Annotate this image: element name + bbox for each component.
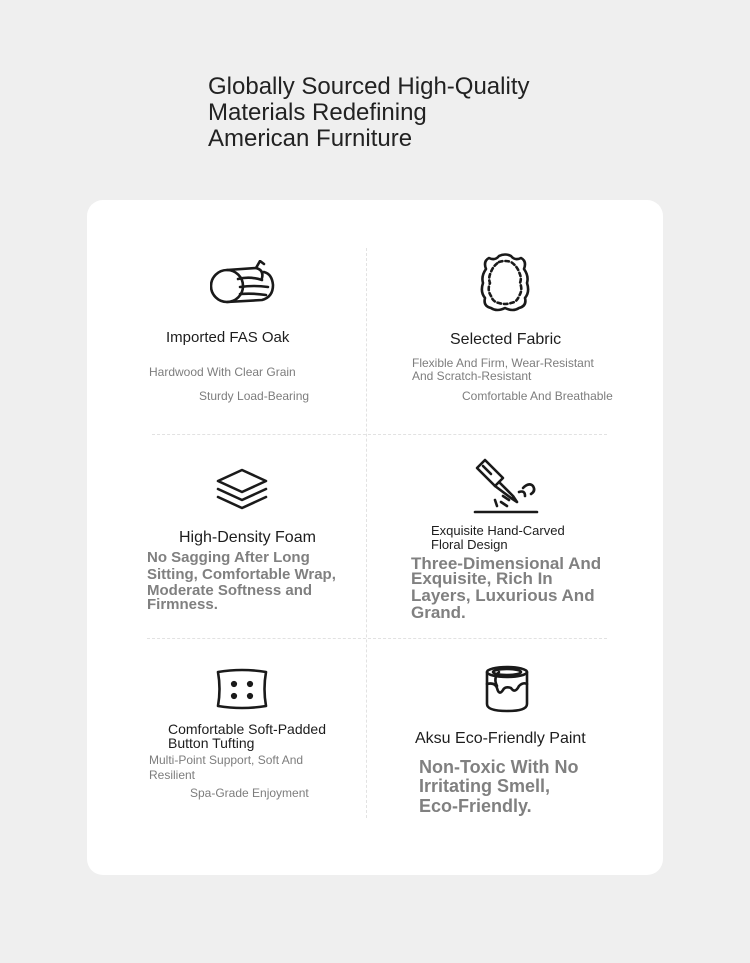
feature-desc: Layers, Luxurious And <box>411 586 595 605</box>
feature-desc: Non-Toxic With No <box>419 757 579 777</box>
feature-desc: Eco-Friendly. <box>419 796 532 816</box>
feature-name <box>168 722 326 750</box>
title-line-2: Materials Redefining <box>208 99 427 126</box>
feature-name-line: Button Tufting <box>168 735 255 751</box>
layers-icon <box>216 468 268 512</box>
feature-name-line: Comfortable Soft-Padded <box>168 721 326 737</box>
feature-name-line: Exquisite Hand-Carved <box>431 523 565 538</box>
page-title <box>208 74 568 152</box>
leather-hide-icon <box>477 252 533 314</box>
oak-log-icon <box>210 260 276 308</box>
features-card <box>87 200 663 875</box>
feature-desc: Sturdy Load-Bearing <box>199 389 310 403</box>
feature-desc: Grand. <box>411 603 466 622</box>
feature-desc-line: Multi-Point Support, Soft And <box>149 753 304 767</box>
feature-desc: Exquisite, Rich In <box>411 569 553 588</box>
feature-name-line: Floral Design <box>431 537 508 552</box>
feature-desc <box>149 753 303 783</box>
feature-desc: Irritating Smell, <box>419 776 551 796</box>
tufted-cushion-icon <box>215 668 269 710</box>
feature-name: Aksu Eco-Friendly Paint <box>415 730 586 747</box>
horizontal-divider <box>152 434 607 435</box>
feature-desc: Sitting, Comfortable Wrap, <box>147 566 336 583</box>
feature-name: Selected Fabric <box>450 331 562 348</box>
horizontal-divider <box>147 638 607 639</box>
feature-desc: Comfortable And Breathable <box>462 389 613 403</box>
paint-bucket-icon <box>483 664 531 714</box>
feature-name: Imported FAS Oak <box>166 329 290 346</box>
title-line-1: Globally Sourced High-Quality <box>208 73 530 100</box>
feature-name <box>431 524 565 552</box>
feature-name: High-Density Foam <box>179 529 316 546</box>
vertical-divider <box>366 248 367 818</box>
feature-desc-line: Resilient <box>149 768 196 782</box>
carving-knife-icon <box>473 456 539 516</box>
feature-desc: Firmness. <box>147 596 218 613</box>
feature-desc: No Sagging After Long <box>147 549 310 566</box>
title-line-3: American Furniture <box>208 125 413 152</box>
feature-desc: Spa-Grade Enjoyment <box>190 786 309 800</box>
feature-desc: Flexible And Firm, Wear-Resistant <box>412 356 594 370</box>
feature-desc: Hardwood With Clear Grain <box>149 365 296 379</box>
feature-desc: Moderate Softness and <box>147 582 313 599</box>
feature-desc: Three-Dimensional And <box>411 554 602 573</box>
feature-desc: And Scratch-Resistant <box>412 369 532 383</box>
